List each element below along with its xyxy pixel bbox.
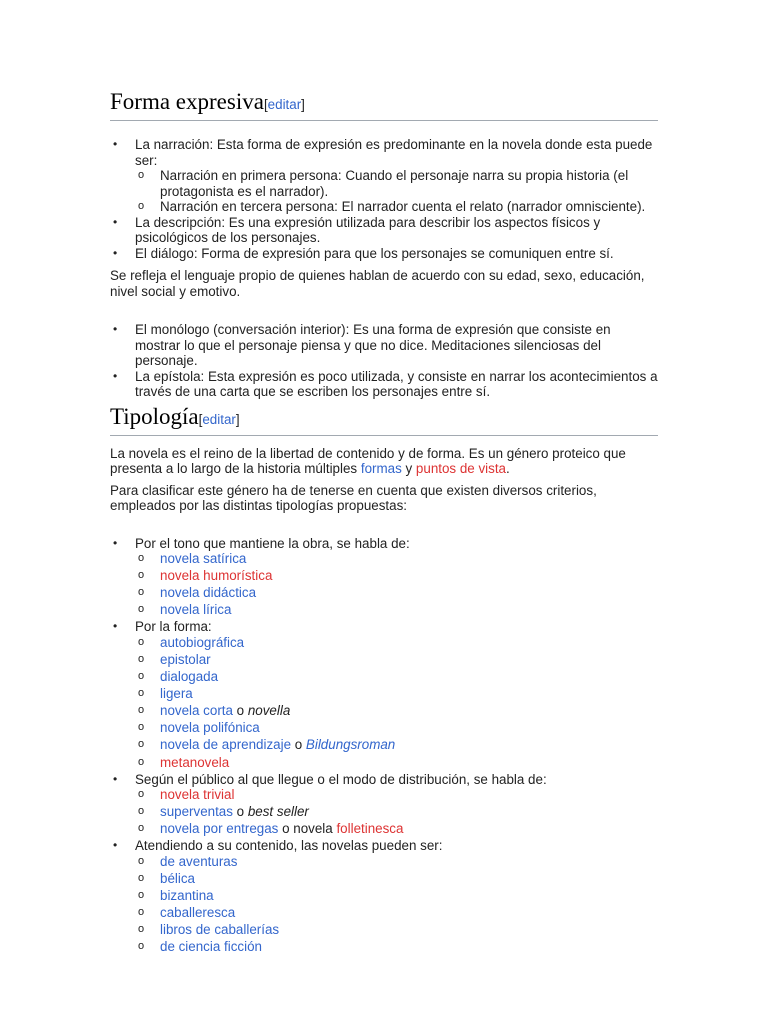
- edit-section-link[interactable]: editar: [267, 97, 302, 112]
- list-item-epistola: • La epístola: Esta expresión es poco utilizada, y consiste en narrar los acontecimientos a través de una carta que se escriben los personajes entre sí.: [110, 369, 658, 400]
- list-item-dialogo: • El diálogo: Forma de expresión para que los personajes se comuniquen entre sí.: [110, 246, 658, 262]
- criteria-paragraph: Para clasificar este género ha de tenerse en cuenta que existen diversos criterios, empleados por las distintas tipologías propuestas:: [110, 482, 597, 513]
- list-item: o novela por entregas o novela folletinesca: [135, 821, 658, 838]
- edit-section-link-group: [editar]: [198, 411, 240, 427]
- edit-section-link[interactable]: editar: [202, 411, 236, 427]
- novella-term: novella: [247, 703, 291, 719]
- list-item: [135, 602, 658, 619]
- list-item: [135, 551, 658, 568]
- link-formas[interactable]: formas: [360, 461, 402, 476]
- list-item-tono: • Por el tono que mantiene la obra, se habla de: o novela satírica o novela humorística o novela didáctica o novela lírica: [110, 536, 658, 620]
- link-de-aventuras[interactable]: de aventuras: [160, 853, 238, 869]
- link-metanovela[interactable]: metanovela: [160, 754, 230, 770]
- link-novela-polifonica[interactable]: novela polifónica: [160, 720, 260, 736]
- language-paragraph: Se refleja el lenguaje propio de quienes hablan de acuerdo con su edad, sexo, educación, nivel social y emotivo.: [110, 268, 645, 299]
- link-bildungsroman[interactable]: Bildungsroman: [305, 737, 396, 753]
- link-caballeresca[interactable]: caballeresca: [160, 905, 236, 921]
- list-item: [135, 568, 658, 585]
- list-item: [135, 905, 658, 922]
- link-novela-por-entregas[interactable]: novela por entregas: [160, 821, 279, 837]
- edit-section-link-group: [editar]: [263, 97, 305, 112]
- list-item: [135, 669, 658, 686]
- link-novela-satirica[interactable]: novela satírica: [160, 551, 247, 566]
- list-item: [135, 871, 658, 888]
- link-superventas[interactable]: superventas: [160, 804, 233, 820]
- link-novela-trivial[interactable]: novela trivial: [160, 787, 235, 803]
- list-item: [135, 888, 658, 905]
- list-item-narracion-tercera: o Narración en tercera persona: El narrador cuenta el relato (narrador omnisciente).: [135, 199, 658, 215]
- section-title: Forma expresiva: [110, 89, 264, 114]
- list-item: [135, 635, 658, 652]
- list-item-contenido: • Atendiendo a su contenido, las novelas pueden ser: o de aventuras o bélica o bizantina o caballeresca o libros de caballerías o de ciencia ficción: [110, 838, 658, 956]
- tipologia-intro-paragraph: La novela es el reino de la libertad de contenido y de forma. Es un género proteico que presenta a lo largo de la historia múltiples formas y puntos de vista.: [110, 445, 626, 476]
- list-item: [135, 922, 658, 939]
- section-heading-forma-expresiva: [110, 89, 658, 121]
- tipologia-list: [110, 536, 658, 957]
- publico-sublist: [135, 787, 658, 838]
- narration-sublist: [135, 168, 658, 215]
- list-item: [135, 787, 658, 804]
- expression-forms-list: [110, 137, 658, 261]
- list-item: o novela de aprendizaje o Bildungsroman: [135, 737, 658, 754]
- section-title: Tipología: [110, 403, 199, 429]
- list-item: [135, 652, 658, 669]
- tono-sublist: [135, 551, 658, 619]
- link-puntos-de-vista[interactable]: puntos de vista: [415, 461, 506, 476]
- link-novela-de-aprendizaje[interactable]: novela de aprendizaje: [160, 737, 292, 753]
- list-item: [135, 854, 658, 871]
- link-belica[interactable]: bélica: [160, 871, 195, 886]
- link-novela-humoristica[interactable]: novela humorística: [160, 568, 273, 584]
- list-item-publico: • Según el público al que llegue o el modo de distribución, se habla de: o novela trivial o superventas o best seller o novela por entregas o novela folletinesca: [110, 772, 658, 839]
- list-item: [135, 585, 658, 602]
- list-item: [135, 755, 658, 772]
- link-de-ciencia-ficcion[interactable]: de ciencia ficción: [160, 939, 262, 955]
- link-novela-lirica[interactable]: novela lírica: [160, 602, 232, 618]
- list-item-descripcion: • La descripción: Es una expresión utilizada para describir los aspectos físicos y psicológicos de los personajes.: [110, 215, 658, 246]
- link-epistolar[interactable]: epistolar: [160, 651, 211, 667]
- link-novela-corta[interactable]: novela corta: [160, 703, 233, 719]
- list-item: [135, 686, 658, 703]
- list-item: o superventas o best seller: [135, 804, 658, 821]
- link-autobiografica[interactable]: autobiográfica: [160, 634, 245, 650]
- list-item-narracion: • La narración: Esta forma de expresión es predominante en la novela donde esta puede ser: o Narración en primera persona: Cuando el personaje narra su propia historia (el protagonista es el narrador). o Narración en tercera persona: El narrador cuenta el relato (narrador omnisciente).: [110, 137, 658, 215]
- link-novela-didactica[interactable]: novela didáctica: [160, 585, 257, 601]
- list-item: o novela corta o novella: [135, 703, 658, 720]
- forma-sublist: [135, 635, 658, 772]
- section-heading-tipologia: [110, 404, 658, 436]
- article-body: [110, 0, 658, 956]
- list-item-forma: • Por la forma: o autobiográfica o epistolar o dialogada o ligera o novela corta o novella o novela polifónica o novela de aprendizaje o Bildungsroman o metanovela: [110, 619, 658, 771]
- list-item: [135, 939, 658, 956]
- link-libros-de-caballerias[interactable]: libros de caballerías: [160, 922, 280, 938]
- expression-forms-list-2: [110, 322, 658, 400]
- list-item-monologo: • El monólogo (conversación interior): Es una forma de expresión que consiste en mostrar lo que el personaje piensa y que no dice. Meditaciones silenciosas del personaje.: [110, 322, 658, 369]
- best-seller-term: best seller: [247, 804, 309, 820]
- list-item-narracion-primera: o Narración en primera persona: Cuando el personaje narra su propia historia (el protagonista es el narrador).: [135, 168, 658, 199]
- link-dialogada[interactable]: dialogada: [160, 669, 219, 685]
- link-bizantina[interactable]: bizantina: [160, 888, 214, 904]
- link-ligera[interactable]: ligera: [160, 686, 193, 702]
- list-item: [135, 720, 658, 737]
- link-folletinesca[interactable]: folletinesca: [336, 821, 404, 837]
- contenido-sublist: [135, 854, 658, 957]
